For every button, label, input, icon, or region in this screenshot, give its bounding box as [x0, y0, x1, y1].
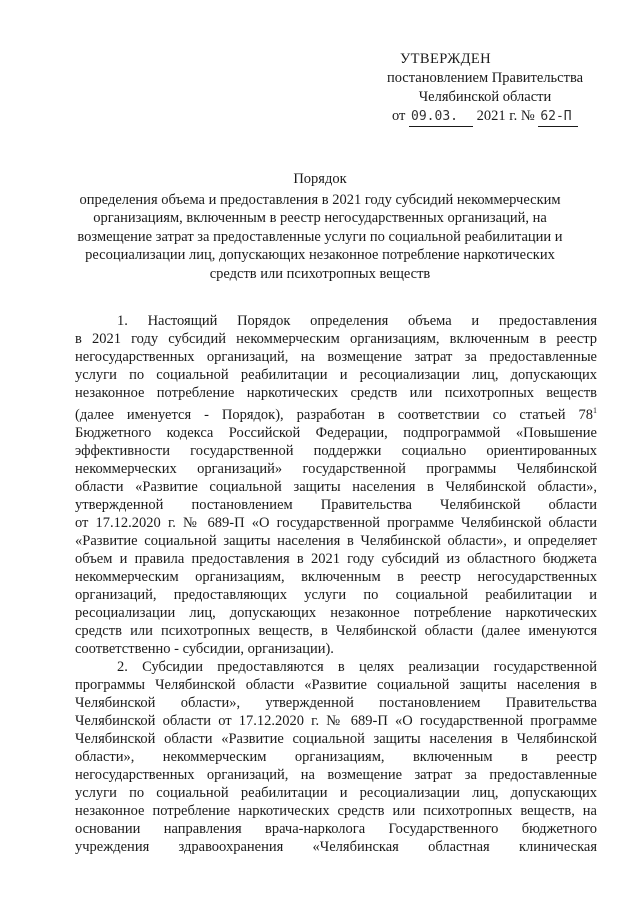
body-line: организаций, предоставляющих услуги по социальной реабилитации и — [75, 587, 597, 603]
body-line: соответственно - субсидии, организации). — [75, 641, 334, 657]
subtitle-line: организациям, включенным в реестр негосударственных организаций, на — [93, 210, 547, 226]
body-line: незаконное потребление наркотических средств или психотропных веществ, на — [75, 803, 597, 819]
footnote-mark: 1 — [593, 406, 597, 415]
body-line: ресоциализации лиц, допускающих незаконное потребление наркотических — [75, 605, 597, 621]
date-value: 09.03. — [409, 107, 473, 127]
body-line: области», некоммерческим организациям, включенным в реестр — [75, 749, 597, 765]
approval-title: УТВЕРЖДЕН — [400, 51, 492, 67]
paragraph-1 — [75, 312, 597, 658]
subtitle-line: возмещение затрат за предоставленные услуги по социальной реабилитации и — [77, 228, 563, 245]
subtitle-line: ресоциализации лиц, допускающих незаконное потребление наркотических — [85, 247, 555, 263]
date-prefix: от — [392, 108, 406, 124]
body-line: от 17.12.2020 г. № 689-П «О государственной программе Челябинской области — [75, 515, 597, 531]
document-heading: Порядок — [293, 171, 347, 187]
body-line: услуги по социальной реабилитации и ресоциализации лиц, допускающих — [75, 785, 597, 801]
subtitle-line: средств или психотропных веществ — [209, 265, 431, 282]
body-line: программы Челябинской области «Развитие социальной защиты населения в — [75, 677, 597, 693]
body-line: 2. Субсидии предоставляются в целях реализации государственной — [117, 659, 597, 675]
body-line: услуги по социальной реабилитации и ресоциализации лиц, допускающих — [75, 367, 597, 383]
body-line: эффективности государственной поддержки социально ориентированных — [75, 443, 597, 459]
approval-date-line — [340, 107, 630, 127]
body-line: незаконное потребление наркотических средств или психотропных веществ — [75, 385, 597, 401]
body-line: основании направления врача-нарколога Государственного бюджетного — [75, 821, 597, 837]
body-line-text: (далее именуется - Порядок), разработан в соответствии со статьей 78 — [75, 407, 593, 423]
approval-line-1: постановлением Правительства — [386, 70, 584, 86]
approval-stamp — [340, 50, 630, 127]
document-title-block — [70, 170, 570, 283]
body-line: Челябинской области «Развитие социальной защиты населения в Челябинской — [75, 731, 597, 747]
subtitle-line: определения объема и предоставления в 2021 году субсидий некоммерческим — [79, 191, 561, 208]
body-line: в 2021 году субсидий некоммерческим организациям, включенным в реестр — [75, 331, 597, 347]
year-label: 2021 г. № — [476, 108, 535, 124]
paragraph-2 — [75, 658, 597, 856]
body-line: Челябинской области от 17.12.2020 г. № 689-П «О государственной программе — [75, 713, 597, 729]
body-line: Бюджетного кодекса Российской Федерации, подпрограммой «Повышение — [75, 425, 597, 441]
body-line: утвержденной постановлением Правительства Челябинской области — [75, 497, 597, 513]
body-line: «Развитие социальной защиты населения в Челябинской области», и определяет — [75, 533, 597, 549]
body-line: некоммерческим организациям, включенным в реестр негосударственных — [75, 569, 597, 585]
body-line: негосударственных организаций, на возмещение затрат за предоставленные — [75, 767, 597, 783]
body-line: Челябинской области», утвержденной постановлением Правительства — [75, 695, 597, 711]
body-line: области «Развитие социальной защиты населения в Челябинской области», — [75, 479, 597, 495]
body-line: негосударственных организаций, на возмещение затрат за предоставленные — [75, 349, 597, 365]
body-line: некоммерческих организаций» государственной программы Челябинской — [75, 461, 597, 477]
number-value: 62-П — [538, 107, 578, 127]
document-body — [75, 312, 597, 856]
body-line: объем и правила предоставления в 2021 году субсидий из областного бюджета — [75, 551, 597, 567]
body-line: 1. Настоящий Порядок определения объема и предоставления — [117, 313, 597, 329]
body-line-with-footnote — [75, 402, 597, 424]
body-line: учреждения здравоохранения «Челябинская областная клиническая — [75, 839, 597, 855]
approval-line-2: Челябинской области — [418, 89, 552, 105]
body-line: средств или психотропных веществ, в Челябинской области (далее именуются — [75, 623, 597, 639]
